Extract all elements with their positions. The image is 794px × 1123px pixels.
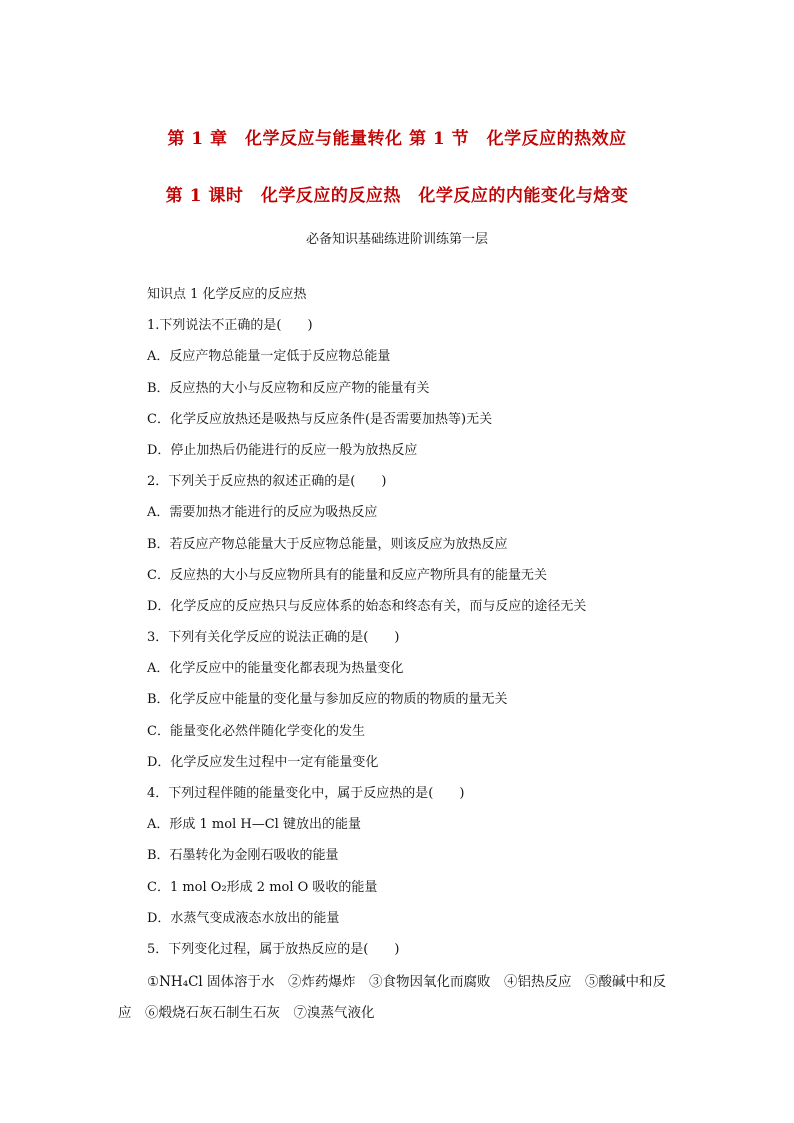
chapter-title: 第 1 章 化学反应与能量转化 第 1 节 化学反应的热效应: [167, 129, 627, 149]
section-heading: 知识点 1 化学反应的反应热: [147, 287, 307, 302]
option-d: D．水蒸气变成液态水放出的能量: [147, 910, 340, 926]
q5-items-line: ①NH₄Cl 固体溶于水 ②炸药爆炸 ③食物因氧化而腐败 ④铝热反应 ⑤酸碱中和反: [147, 974, 667, 990]
question-stem: 1.下列说法不正确的是( ): [147, 318, 313, 334]
lesson-title: 第 1 课时 化学反应的反应热 化学反应的内能变化与焓变: [165, 186, 629, 206]
option-a: A．反应产物总能量一定低于反应物总能量: [147, 349, 391, 365]
option-b: B．若反应产物总能量大于反应物总能量，则该反应为放热反应: [147, 536, 508, 552]
page-subtitle: 必备知识基础练进阶训练第一层: [305, 232, 488, 247]
question-stem: 4．下列过程伴随的能量变化中，属于反应热的是( ): [147, 786, 465, 801]
question-stem: 5．下列变化过程，属于放热反应的是( ): [147, 941, 400, 957]
option-d: D．化学反应发生过程中一定有能量变化: [147, 754, 379, 770]
option-d: D．化学反应的反应热只与反应体系的始态和终态有关，而与反应的途径无关: [147, 598, 587, 614]
option-c: C．反应热的大小与反应物所具有的能量和反应产物所具有的能量无关: [147, 567, 547, 583]
question-stem: 2．下列关于反应热的叙述正确的是( ): [147, 474, 387, 490]
question-list: [147, 285, 707, 971]
q5-items-continuation: 应 ⑥煅烧石灰石制生石灰 ⑦溴蒸气液化: [118, 1005, 375, 1021]
option-c: C．化学反应放热还是吸热与反应条件(是否需要加热等)无关: [147, 411, 493, 427]
option-c: C．能量变化必然伴随化学变化的发生: [147, 723, 365, 739]
option-b: B．化学反应中能量的变化量与参加反应的物质的物质的量无关: [147, 692, 508, 708]
option-c: C．1 mol O₂形成 2 mol O 吸收的能量: [147, 879, 378, 895]
option-b: B．反应热的大小与反应物和反应产物的能量有关: [147, 380, 430, 396]
option-a: A．需要加热才能进行的反应为吸热反应: [147, 505, 378, 521]
option-a: A．化学反应中的能量变化都表现为热量变化: [147, 661, 404, 677]
option-a: A．形成 1 mol H—Cl 键放出的能量: [147, 817, 361, 833]
option-d: D．停止加热后仍能进行的反应一般为放热反应: [147, 442, 418, 458]
question-stem: 3．下列有关化学反应的说法正确的是( ): [147, 630, 400, 646]
option-b: B．石墨转化为金刚石吸收的能量: [147, 848, 339, 864]
